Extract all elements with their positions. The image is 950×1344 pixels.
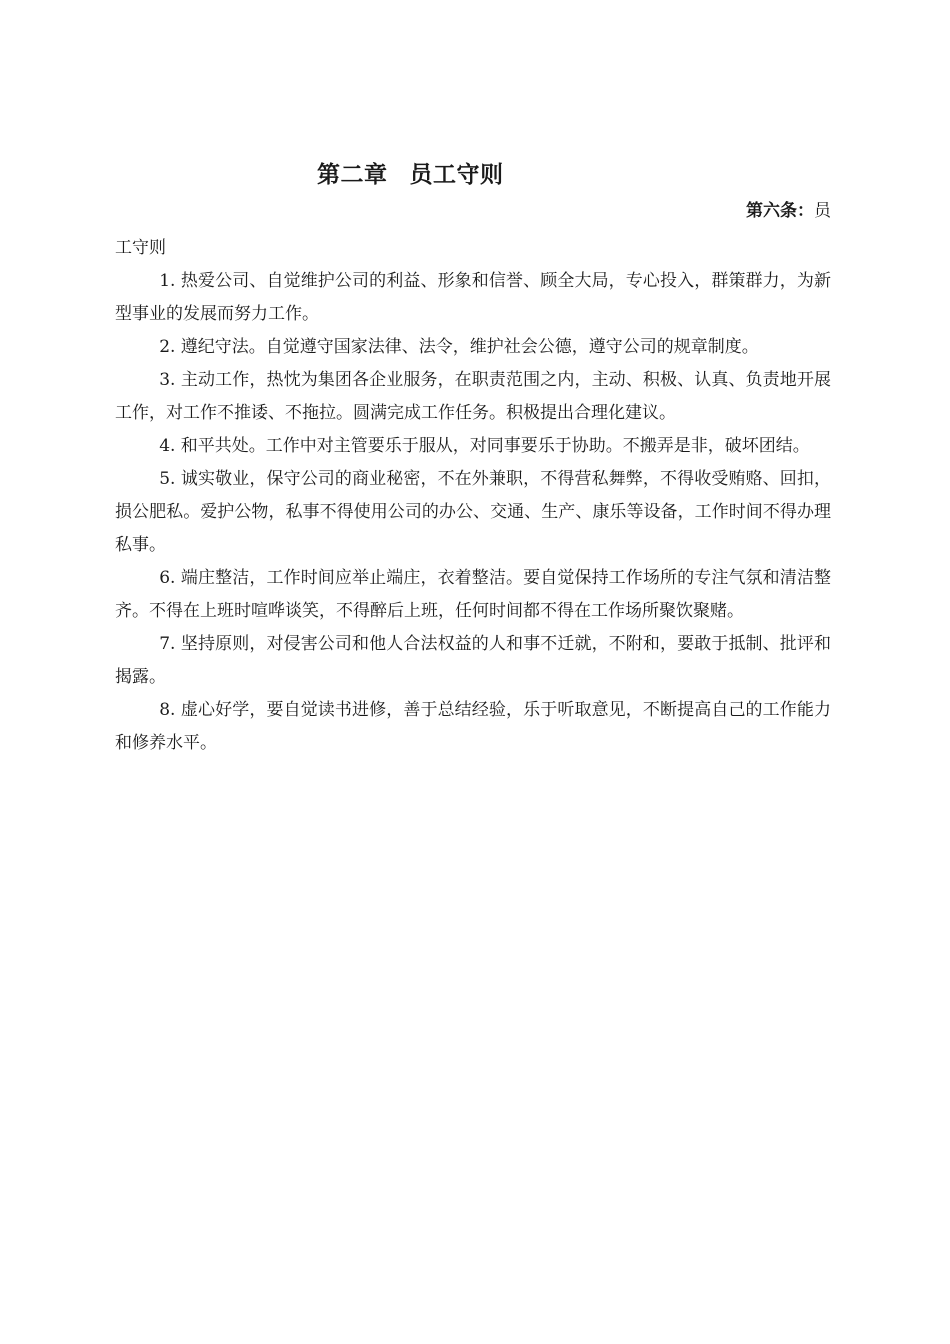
article-heading	[115, 199, 831, 223]
chapter-title	[317, 156, 504, 189]
rule-item-3: 3. 主动工作，热忱为集团各企业服务，在职责范围之内，主动、积极、认真、负责地开展工作，对工作不推诿、不拖拉。圆满完成工作任务。积极提出合理化建议。	[115, 370, 831, 423]
article-body	[115, 232, 831, 760]
rule-item-7: 7. 坚持原则，对侵害公司和他人合法权益的人和事不迁就，不附和，要敢于抵制、批评和揭露。	[115, 634, 831, 687]
chapter-name: 员工守则	[409, 162, 504, 188]
article-title-start: 员	[814, 201, 831, 221]
rule-item-6: 6. 端庄整洁，工作时间应举止端庄，衣着整洁。要自觉保持工作场所的专注气氛和清洁整齐。不得在上班时喧哗谈笑，不得醉后上班，任何时间都不得在工作场所聚饮聚赌。	[115, 568, 831, 621]
rule-item-2: 2. 遵纪守法。自觉遵守国家法律、法令，维护社会公德，遵守公司的规章制度。	[159, 337, 759, 357]
rule-item-8: 8. 虚心好学，要自觉读书进修，善于总结经验，乐于听取意见，不断提高自己的工作能力和修养水平。	[115, 700, 831, 753]
rule-item-4: 4. 和平共处。工作中对主管要乐于服从，对同事要乐于协助。不搬弄是非，破坏团结。	[159, 436, 810, 456]
article-title-continuation: 工守则	[115, 238, 166, 258]
article-label: 第六条：	[746, 201, 814, 221]
rule-item-5: 5. 诚实敬业，保守公司的商业秘密，不在外兼职，不得营私舞弊，不得收受贿赂、回扣，损公肥私。爱护公物，私事不得使用公司的办公、交通、生产、康乐等设备，工作时间不得办理私事。	[115, 469, 831, 555]
chapter-number: 第二章	[317, 162, 388, 188]
rule-item-1: 1. 热爱公司、自觉维护公司的利益、形象和信誉、顾全大局，专心投入，群策群力，为新型事业的发展而努力工作。	[115, 271, 831, 324]
